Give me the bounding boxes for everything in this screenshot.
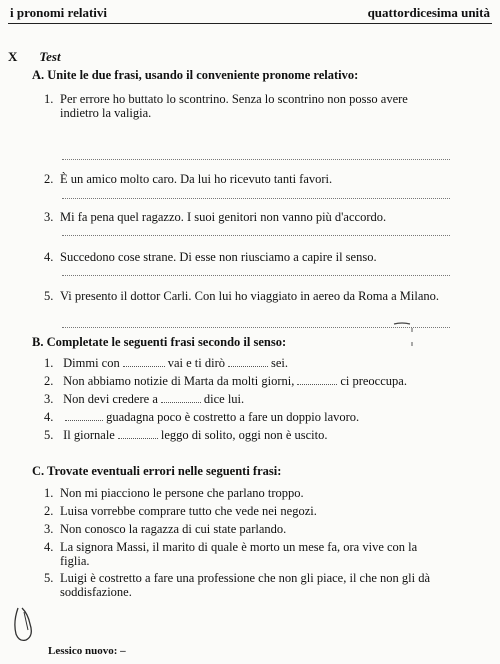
part-a-title: A. Unite le due frasi, usando il conveniente pronome relativo: xyxy=(32,68,359,82)
part-a-item-3 xyxy=(44,210,444,224)
item-text: Dimmi con xyxy=(63,356,120,370)
part-c-item-2 xyxy=(44,504,444,518)
item-number: 5. xyxy=(44,571,54,585)
item-number: 4. xyxy=(44,540,54,554)
fill-blank[interactable] xyxy=(228,357,268,367)
item-text: Non mi piacciono le persone che parlano troppo. xyxy=(60,486,304,500)
answer-line-a3[interactable] xyxy=(62,235,450,236)
fill-blank[interactable] xyxy=(118,429,158,439)
answer-line-a4[interactable] xyxy=(62,275,450,276)
part-b-item-4 xyxy=(44,410,474,424)
chapter-title: i pronomi relativi xyxy=(10,5,108,20)
pencil-mark-icon xyxy=(392,320,414,350)
item-number: 5. xyxy=(44,428,54,442)
section-letter: X xyxy=(8,49,18,64)
item-text: Il giornale xyxy=(63,428,115,442)
part-c-item-5 xyxy=(44,571,444,599)
unit-title: quattordicesima unità xyxy=(367,5,490,20)
item-number: 1. xyxy=(44,92,54,106)
part-b-item-2 xyxy=(44,374,474,388)
section-heading xyxy=(8,49,61,65)
item-number: 3. xyxy=(44,392,54,406)
part-c-item-4 xyxy=(44,540,444,568)
item-number: 5. xyxy=(44,289,54,303)
item-number: 4. xyxy=(44,410,54,424)
part-b-item-3 xyxy=(44,392,474,406)
item-text: È un amico molto caro. Da lui ho ricevuto tanti favori. xyxy=(60,172,333,186)
part-a-item-5 xyxy=(44,289,444,303)
part-c-item-1 xyxy=(44,486,444,500)
item-number: 1. xyxy=(44,486,54,500)
item-text: Luisa vorrebbe comprare tutto che vede nei negozi. xyxy=(60,504,317,518)
item-number: 2. xyxy=(44,374,54,388)
item-number: 1. xyxy=(44,356,54,370)
part-a-item-1 xyxy=(44,92,444,120)
answer-line-a2[interactable] xyxy=(62,198,450,199)
part-c-item-3 xyxy=(44,522,444,536)
part-a-item-2 xyxy=(44,172,444,186)
part-b-item-5 xyxy=(44,428,474,442)
footer-vocabulary: Lessico nuovo: – xyxy=(48,645,126,657)
item-text: Luigi è costretto a fare una professione che non gli piace, il che non gli dà soddisfazione. xyxy=(60,571,431,599)
item-text: leggo di solito, oggi non è uscito. xyxy=(160,428,328,442)
item-number: 3. xyxy=(44,522,54,536)
fill-blank[interactable] xyxy=(297,375,337,385)
item-text: Per errore ho buttato lo scontrino. Senza lo scontrino non posso avere indietro la valigia. xyxy=(60,92,408,120)
item-number: 2. xyxy=(44,504,54,518)
item-text: vai e ti dirò xyxy=(167,356,225,370)
fill-blank[interactable] xyxy=(123,357,165,367)
item-text: Non abbiamo notizie di Marta da molti giorni, xyxy=(63,374,295,388)
item-number: 4. xyxy=(44,250,54,264)
part-c-title: C. Trovate eventuali errori nelle seguenti frasi: xyxy=(32,464,282,478)
part-b-item-1 xyxy=(44,356,474,370)
section-title: Test xyxy=(39,49,61,64)
part-b-title: B. Completate le seguenti frasi secondo il senso: xyxy=(32,335,287,349)
item-number: 3. xyxy=(44,210,54,224)
item-text: ci preoccupa. xyxy=(340,374,407,388)
item-text: Non devi credere a xyxy=(63,392,158,406)
fill-blank[interactable] xyxy=(65,411,103,421)
item-text: Mi fa pena quel ragazzo. I suoi genitori non vanno più d'accordo. xyxy=(60,210,387,224)
page-header xyxy=(8,4,492,24)
item-text: Non conosco la ragazza di cui state parlando. xyxy=(60,522,287,536)
answer-line-a1[interactable] xyxy=(62,159,450,160)
part-a-item-4 xyxy=(44,250,444,264)
item-text: Succedono cose strane. Di esse non riusciamo a capire il senso. xyxy=(60,250,377,264)
item-text: sei. xyxy=(271,356,289,370)
item-text: Vi presento il dottor Carli. Con lui ho viaggiato in aereo da Roma a Milano. xyxy=(60,289,440,303)
pencil-scribble-icon xyxy=(10,604,40,644)
item-number: 2. xyxy=(44,172,54,186)
item-text: dice lui. xyxy=(203,392,245,406)
fill-blank[interactable] xyxy=(161,393,201,403)
item-text: guadagna poco è costretto a fare un doppio lavoro. xyxy=(106,410,360,424)
item-text: La signora Massi, il marito di quale è morto un mese fa, ora vive con la figlia. xyxy=(60,540,418,568)
